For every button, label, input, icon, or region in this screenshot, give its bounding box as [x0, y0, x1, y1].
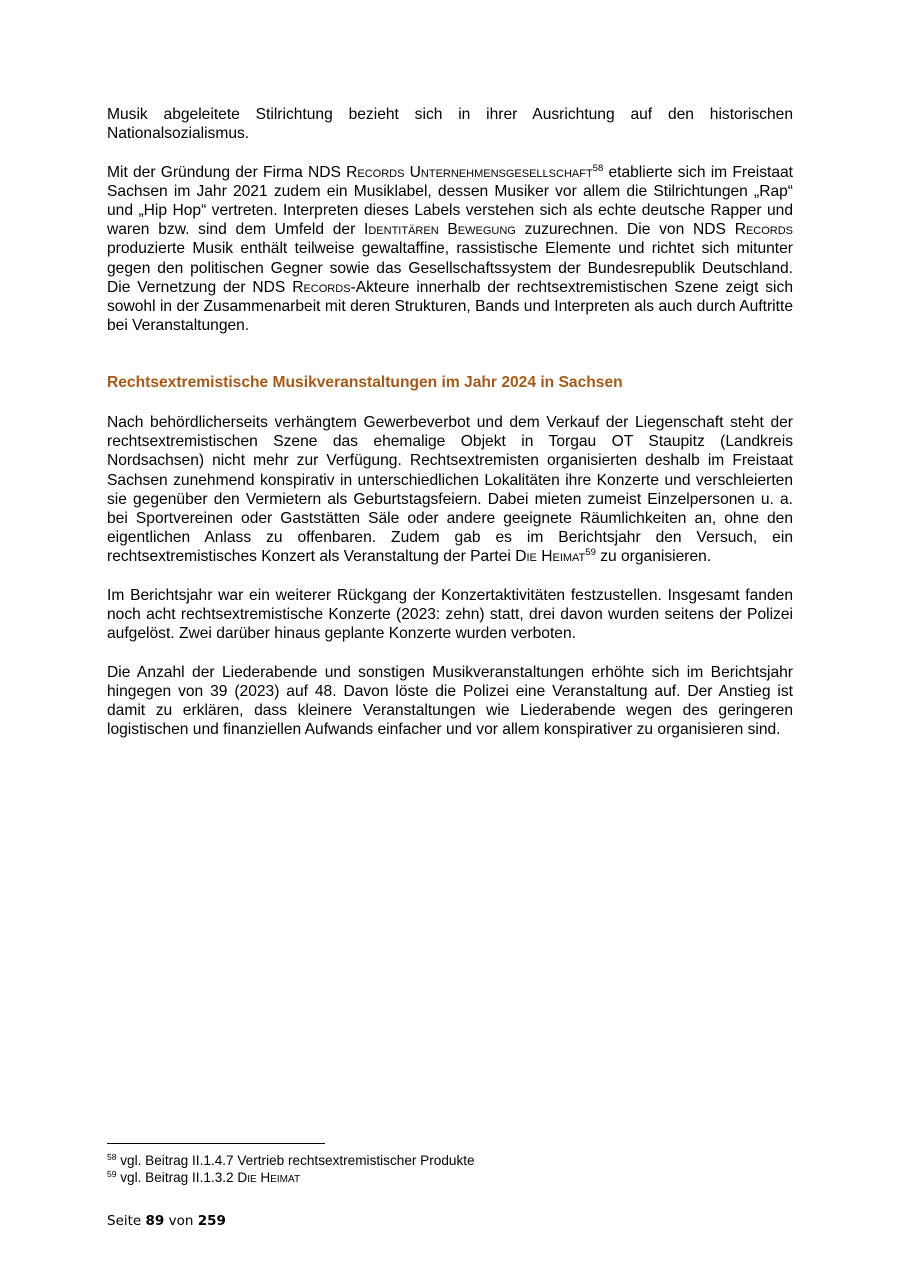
company-name: Records Unternehmensgesellschaft	[346, 163, 593, 181]
footnote-58: $^{58}$ vgl. Beitrag II.1.4.7 Vertrieb rechtsextremistischer Produkte	[107, 1152, 475, 1168]
paragraph-5: Die Anzahl der Liederabende und sonstigen Musikveranstaltungen erhöhte sich im Berichtsjahr hingegen von 39 (2023) auf 48. Davon löste die Polizei eine Veranstaltung auf. Der Anstieg ist damit zu erklären, dass kleinere Veranstaltungen wie Liederabende wegen des geringeren logistischen und finanziellen Aufwands einfacher und vor allem konspirativer zu organisieren sind.	[107, 663, 793, 739]
footnote-ref-58[interactable]: 58	[592, 162, 604, 174]
footnote-59: $^{59}$ vgl. Beitrag II.1.3.2 Die Heimat	[107, 1168, 301, 1185]
page-number-footer: Seite 89 von 259	[107, 1213, 226, 1229]
paragraph-1: Musik abgeleitete Stilrichtung bezieht sich in ihrer Ausrichtung auf den historischen Nationalsozialismus.	[107, 106, 793, 143]
current-page: 89	[145, 1213, 165, 1229]
organization-name: Identitären Bewegung	[364, 221, 516, 239]
paragraph-3: Nach behördlicherseits verhängtem Gewerbeverbot und dem Verkauf der Liegenschaft steht der rechtsextremistischen Szene das ehemalige Objekt in Torgau OT Staupitz (Landkreis Nordsachsen) nicht mehr zur Verfügung. Rechtsextremisten organisierten deshalb im Freistaat Sachsen zunehmend konspirativ in unterschiedlichen Lokalitäten ihre Konzerte und verschleierten sie gegenüber den Vermietern als Geburtstagsfeiern. Dabei mieten zumeist Einzelpersonen u. a. bei Sportvereinen oder Gaststätten Säle oder andere geeignete Räumlichkeiten an, ohne den eigentlichen Anlass zu offenbaren. Zudem gab es im Berichtsjahr den Versuch, ein rechtsextremistisches Konzert als Veranstaltung der Partei Die Heimat$^{59}$ zu organisieren.	[107, 414, 793, 566]
total-pages: 259	[197, 1213, 226, 1229]
footnote-divider	[107, 1143, 325, 1144]
section-heading: Rechtsextremistische Musikveranstaltungen im Jahr 2024 in Sachsen	[107, 374, 623, 391]
footnote-ref-59[interactable]: 59	[585, 547, 596, 559]
footnotes	[107, 1153, 793, 1186]
paragraph-2: Mit der Gründung der Firma NDS Records Unternehmensgesellschaft$^{58}$ etablierte sich im Freistaat Sachsen im Jahr 2021 zudem ein Musiklabel, dessen Musiker vor allem die Stilrichtungen „Rap“ und „Hip Hop“ vertreten. Interpreten dieses Labels verstehen sich als echte deutsche Rapper und waren bzw. sind dem Umfeld der Identitären Bewegung zuzurechnen. Die von NDS Records produzierte Musik enthält teilweise gewaltaffine, rassistische Elemente und richtet sich mitunter gegen den politischen Gegner sowie das Gesellschaftssystem der Bundesrepublik Deutschland. Die Vernetzung der NDS Records-Akteure innerhalb der rechtsextremistischen Szene zeigt sich sowohl in der Zusammenarbeit mit deren Strukturen, Bands und Interpreten als auch durch Auftritte bei Veranstaltungen.	[107, 162, 794, 335]
party-name: Die Heimat	[515, 548, 586, 566]
body-text-top	[107, 105, 793, 335]
body-text-section	[107, 413, 793, 739]
paragraph-4: Im Berichtsjahr war ein weiterer Rückgang der Konzertaktivitäten festzustellen. Insgesamt fanden noch acht rechtsextremistische Konzerte (2023: zehn) statt, drei davon wurden seitens der Polizei aufgelöst. Zwei darüber hinaus geplante Konzerte wurden verboten.	[107, 586, 793, 643]
